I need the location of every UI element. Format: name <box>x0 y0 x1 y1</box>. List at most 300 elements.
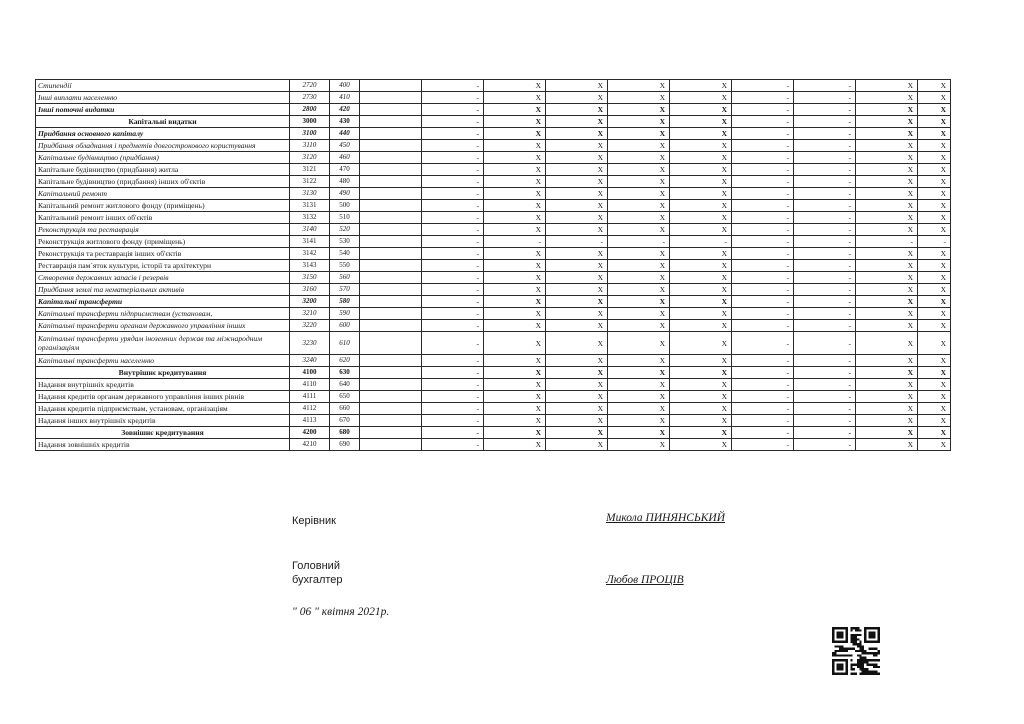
qr-code-icon <box>832 623 880 679</box>
value-cell: X <box>546 415 608 427</box>
row-name-cell: Капітальні трансферти органам державного управління інших <box>36 320 290 332</box>
value-cell: X <box>484 415 546 427</box>
value-cell: X <box>484 80 546 92</box>
value-cell: - <box>484 236 546 248</box>
value-cell: - <box>794 379 856 391</box>
row-name-cell: Реконструкція житлового фонду (приміщень) <box>36 236 290 248</box>
table-row <box>36 200 951 212</box>
value-cell: - <box>422 200 484 212</box>
value-cell: - <box>732 80 794 92</box>
value-cell: X <box>918 116 951 128</box>
row-code-cell: 3141 <box>290 236 330 248</box>
row-line-cell: 610 <box>330 332 360 355</box>
value-cell: - <box>732 188 794 200</box>
value-cell: X <box>546 200 608 212</box>
row-line-cell: 470 <box>330 164 360 176</box>
value-cell: X <box>856 403 918 415</box>
value-cell: X <box>670 176 732 188</box>
value-cell: X <box>608 367 670 379</box>
table-row <box>36 164 951 176</box>
value-cell: X <box>856 152 918 164</box>
row-line-cell: 550 <box>330 260 360 272</box>
value-cell: - <box>732 308 794 320</box>
table-row <box>36 176 951 188</box>
value-cell: X <box>670 320 732 332</box>
value-cell: X <box>670 427 732 439</box>
value-cell: X <box>484 272 546 284</box>
row-name-cell: Капітальні трансферти населенню <box>36 355 290 367</box>
row-line-cell: 660 <box>330 403 360 415</box>
value-cell: X <box>918 284 951 296</box>
value-cell: X <box>856 140 918 152</box>
value-cell: - <box>422 152 484 164</box>
value-cell: X <box>546 355 608 367</box>
signature-date: " 06 " квітня 2021р. <box>292 606 390 618</box>
value-cell: - <box>422 104 484 116</box>
value-cell <box>360 308 422 320</box>
value-cell: X <box>918 439 951 451</box>
value-cell: X <box>856 200 918 212</box>
value-cell: X <box>670 80 732 92</box>
row-line-cell: 600 <box>330 320 360 332</box>
row-line-cell: 640 <box>330 379 360 391</box>
value-cell: X <box>608 320 670 332</box>
table-row <box>36 152 951 164</box>
row-code-cell: 3130 <box>290 188 330 200</box>
value-cell: X <box>546 140 608 152</box>
value-cell: - <box>422 296 484 308</box>
value-cell: X <box>670 379 732 391</box>
value-cell: X <box>484 176 546 188</box>
value-cell: - <box>732 164 794 176</box>
row-line-cell: 410 <box>330 92 360 104</box>
value-cell <box>360 296 422 308</box>
table-row <box>36 140 951 152</box>
value-cell: - <box>422 116 484 128</box>
value-cell: - <box>732 355 794 367</box>
row-name-cell: Капітальний ремонт <box>36 188 290 200</box>
value-cell: X <box>608 332 670 355</box>
row-line-cell: 430 <box>330 116 360 128</box>
value-cell: - <box>422 80 484 92</box>
row-name-cell: Капітальні трансферти <box>36 296 290 308</box>
value-cell: X <box>670 164 732 176</box>
value-cell: - <box>608 236 670 248</box>
row-name-cell: Внутрішнє кредитування <box>36 367 290 379</box>
value-cell: X <box>608 260 670 272</box>
value-cell: X <box>484 224 546 236</box>
value-cell: X <box>670 355 732 367</box>
row-line-cell: 490 <box>330 188 360 200</box>
value-cell: X <box>608 92 670 104</box>
value-cell: X <box>608 164 670 176</box>
value-cell <box>360 80 422 92</box>
value-cell: X <box>546 128 608 140</box>
value-cell: - <box>422 188 484 200</box>
value-cell: - <box>794 284 856 296</box>
value-cell: X <box>670 140 732 152</box>
row-code-cell: 3210 <box>290 308 330 320</box>
value-cell <box>360 224 422 236</box>
row-name-cell: Реконструкція та реставрація інших об'єктів <box>36 248 290 260</box>
value-cell: X <box>484 164 546 176</box>
row-code-cell: 3240 <box>290 355 330 367</box>
value-cell: X <box>670 116 732 128</box>
row-name-cell: Капітальне будівництво (придбання) <box>36 152 290 164</box>
table-row <box>36 116 951 128</box>
value-cell: X <box>484 379 546 391</box>
value-cell: X <box>856 415 918 427</box>
row-line-cell: 440 <box>330 128 360 140</box>
value-cell <box>360 379 422 391</box>
value-cell <box>360 152 422 164</box>
value-cell: X <box>608 296 670 308</box>
value-cell: X <box>856 367 918 379</box>
value-cell: X <box>918 212 951 224</box>
value-cell: X <box>670 212 732 224</box>
value-cell <box>360 427 422 439</box>
value-cell: X <box>856 272 918 284</box>
value-cell: - <box>732 140 794 152</box>
value-cell: X <box>484 367 546 379</box>
value-cell: - <box>732 116 794 128</box>
row-line-cell: 560 <box>330 272 360 284</box>
table-row <box>36 236 951 248</box>
value-cell: X <box>608 200 670 212</box>
value-cell: - <box>422 128 484 140</box>
value-cell: X <box>608 128 670 140</box>
value-cell: - <box>422 415 484 427</box>
value-cell: - <box>422 164 484 176</box>
row-code-cell: 3110 <box>290 140 330 152</box>
value-cell: - <box>794 427 856 439</box>
row-code-cell: 3121 <box>290 164 330 176</box>
value-cell: X <box>546 332 608 355</box>
value-cell: X <box>546 104 608 116</box>
value-cell: - <box>422 439 484 451</box>
value-cell <box>360 391 422 403</box>
table-row <box>36 415 951 427</box>
value-cell: - <box>794 128 856 140</box>
row-line-cell: 690 <box>330 439 360 451</box>
value-cell: X <box>918 248 951 260</box>
value-cell: - <box>732 248 794 260</box>
value-cell: X <box>546 439 608 451</box>
value-cell <box>360 284 422 296</box>
value-cell: X <box>918 152 951 164</box>
value-cell <box>360 188 422 200</box>
head-name: Микола ПИНЯНСЬКИЙ <box>606 512 725 524</box>
value-cell: X <box>918 176 951 188</box>
value-cell: X <box>608 80 670 92</box>
value-cell: - <box>732 272 794 284</box>
value-cell: X <box>608 391 670 403</box>
value-cell: X <box>608 176 670 188</box>
row-name-cell: Створення державних запасів і резервів <box>36 272 290 284</box>
value-cell: X <box>856 80 918 92</box>
row-code-cell: 2730 <box>290 92 330 104</box>
value-cell: X <box>546 284 608 296</box>
row-code-cell: 4110 <box>290 379 330 391</box>
row-code-cell: 4112 <box>290 403 330 415</box>
value-cell: X <box>608 140 670 152</box>
value-cell: X <box>918 355 951 367</box>
value-cell: X <box>856 212 918 224</box>
value-cell: X <box>546 260 608 272</box>
table-row <box>36 80 951 92</box>
value-cell: - <box>794 415 856 427</box>
value-cell: X <box>670 128 732 140</box>
value-cell: X <box>856 92 918 104</box>
value-cell: - <box>794 248 856 260</box>
accountant-name: Любов ПРОЦІВ <box>606 574 684 586</box>
table-row <box>36 104 951 116</box>
value-cell: X <box>856 176 918 188</box>
value-cell: - <box>422 308 484 320</box>
value-cell: - <box>732 260 794 272</box>
value-cell: X <box>856 284 918 296</box>
value-cell: X <box>856 296 918 308</box>
row-line-cell: 680 <box>330 427 360 439</box>
value-cell: X <box>670 308 732 320</box>
head-label: Керівник <box>292 515 336 527</box>
row-code-cell: 4200 <box>290 427 330 439</box>
value-cell: X <box>546 176 608 188</box>
row-code-cell: 3132 <box>290 212 330 224</box>
row-line-cell: 520 <box>330 224 360 236</box>
value-cell: X <box>484 188 546 200</box>
value-cell: X <box>546 248 608 260</box>
value-cell: X <box>546 272 608 284</box>
value-cell: - <box>732 391 794 403</box>
value-cell: X <box>608 308 670 320</box>
value-cell: - <box>422 248 484 260</box>
value-cell: - <box>422 272 484 284</box>
row-name-cell: Зовнішнє кредитування <box>36 427 290 439</box>
value-cell: X <box>918 104 951 116</box>
value-cell: - <box>794 176 856 188</box>
value-cell: X <box>670 224 732 236</box>
value-cell: - <box>794 367 856 379</box>
value-cell: X <box>546 308 608 320</box>
value-cell: X <box>546 391 608 403</box>
value-cell: - <box>732 236 794 248</box>
value-cell: X <box>484 439 546 451</box>
value-cell: - <box>422 224 484 236</box>
value-cell: X <box>546 320 608 332</box>
value-cell: - <box>794 272 856 284</box>
value-cell: X <box>670 391 732 403</box>
value-cell: X <box>484 284 546 296</box>
value-cell: X <box>546 92 608 104</box>
value-cell: X <box>484 140 546 152</box>
value-cell: X <box>856 188 918 200</box>
value-cell: X <box>546 403 608 415</box>
value-cell: - <box>422 367 484 379</box>
row-name-cell: Капітальне будівництво (придбання) житла <box>36 164 290 176</box>
value-cell: X <box>670 260 732 272</box>
value-cell: - <box>732 176 794 188</box>
value-cell <box>360 116 422 128</box>
value-cell: X <box>484 332 546 355</box>
value-cell <box>360 439 422 451</box>
row-code-cell: 3160 <box>290 284 330 296</box>
value-cell: X <box>608 427 670 439</box>
value-cell: X <box>608 212 670 224</box>
value-cell: X <box>918 427 951 439</box>
value-cell <box>360 128 422 140</box>
value-cell: - <box>732 367 794 379</box>
value-cell: X <box>670 272 732 284</box>
value-cell: X <box>484 116 546 128</box>
value-cell: - <box>794 332 856 355</box>
value-cell: X <box>484 248 546 260</box>
row-code-cell: 3220 <box>290 320 330 332</box>
value-cell <box>360 403 422 415</box>
value-cell: X <box>546 164 608 176</box>
value-cell: X <box>546 188 608 200</box>
financial-report-table <box>35 79 951 451</box>
value-cell: X <box>484 308 546 320</box>
value-cell: - <box>732 128 794 140</box>
row-code-cell: 3000 <box>290 116 330 128</box>
row-name-cell: Надання кредитів підприємствам, установам, організаціям <box>36 403 290 415</box>
value-cell: X <box>856 391 918 403</box>
value-cell: X <box>546 296 608 308</box>
table-row <box>36 308 951 320</box>
row-line-cell: 530 <box>330 236 360 248</box>
row-code-cell: 3140 <box>290 224 330 236</box>
value-cell: - <box>794 308 856 320</box>
value-cell: X <box>608 116 670 128</box>
table-row <box>36 272 951 284</box>
row-name-cell: Придбання землі та нематеріальних активів <box>36 284 290 296</box>
value-cell: - <box>732 224 794 236</box>
value-cell: X <box>670 367 732 379</box>
row-name-cell: Капітальний ремонт житлового фонду (приміщень) <box>36 200 290 212</box>
value-cell: - <box>794 296 856 308</box>
value-cell: - <box>422 176 484 188</box>
value-cell: - <box>732 284 794 296</box>
value-cell: - <box>794 188 856 200</box>
table-row <box>36 92 951 104</box>
value-cell: X <box>484 104 546 116</box>
value-cell: - <box>794 224 856 236</box>
value-cell: X <box>918 367 951 379</box>
row-line-cell: 510 <box>330 212 360 224</box>
row-code-cell: 3131 <box>290 200 330 212</box>
value-cell: - <box>794 152 856 164</box>
value-cell: - <box>422 92 484 104</box>
value-cell: X <box>484 391 546 403</box>
row-name-cell: Надання інших внутрішніх кредитів <box>36 415 290 427</box>
value-cell: - <box>732 439 794 451</box>
table-row <box>36 332 951 355</box>
table-row <box>36 296 951 308</box>
row-code-cell: 4113 <box>290 415 330 427</box>
value-cell: - <box>670 236 732 248</box>
value-cell: - <box>422 403 484 415</box>
row-name-cell: Надання внутрішніх кредитів <box>36 379 290 391</box>
value-cell: - <box>794 439 856 451</box>
value-cell: X <box>918 272 951 284</box>
value-cell: X <box>608 272 670 284</box>
row-name-cell: Капітальні трансферти підприємствам (установам, <box>36 308 290 320</box>
value-cell: X <box>608 104 670 116</box>
value-cell: X <box>918 379 951 391</box>
value-cell <box>360 236 422 248</box>
report-table-body <box>36 80 951 451</box>
row-code-cell: 3142 <box>290 248 330 260</box>
value-cell: X <box>608 403 670 415</box>
table-row <box>36 367 951 379</box>
value-cell: X <box>918 224 951 236</box>
value-cell: X <box>546 367 608 379</box>
value-cell: X <box>856 128 918 140</box>
value-cell: - <box>732 320 794 332</box>
value-cell: X <box>856 439 918 451</box>
value-cell <box>360 104 422 116</box>
value-cell <box>360 248 422 260</box>
value-cell: - <box>794 116 856 128</box>
value-cell: X <box>546 427 608 439</box>
value-cell: X <box>546 379 608 391</box>
value-cell: - <box>422 355 484 367</box>
value-cell: X <box>918 308 951 320</box>
value-cell: X <box>856 379 918 391</box>
row-name-cell: Придбання основного капіталу <box>36 128 290 140</box>
value-cell: X <box>856 320 918 332</box>
row-name-cell: Реконструкція та реставрація <box>36 224 290 236</box>
value-cell <box>360 332 422 355</box>
row-name-cell: Надання кредитів органам державного управління інших рівнів <box>36 391 290 403</box>
accountant-label-line1: Головний <box>292 560 340 572</box>
value-cell <box>360 140 422 152</box>
value-cell: X <box>546 80 608 92</box>
value-cell: - <box>422 391 484 403</box>
value-cell: X <box>670 248 732 260</box>
value-cell: X <box>670 200 732 212</box>
value-cell: - <box>794 391 856 403</box>
value-cell: X <box>670 92 732 104</box>
value-cell: X <box>670 152 732 164</box>
value-cell <box>360 367 422 379</box>
value-cell: X <box>918 140 951 152</box>
row-line-cell: 450 <box>330 140 360 152</box>
value-cell: - <box>732 200 794 212</box>
value-cell: - <box>732 332 794 355</box>
value-cell: X <box>608 248 670 260</box>
row-line-cell: 540 <box>330 248 360 260</box>
row-name-cell: Придбання обладнання і предметів довгострокового користування <box>36 140 290 152</box>
row-name-cell: Реставрація пам`яток культури, історії та архітектури <box>36 260 290 272</box>
table-row <box>36 403 951 415</box>
value-cell: - <box>732 104 794 116</box>
value-cell: X <box>608 224 670 236</box>
value-cell <box>360 320 422 332</box>
value-cell: - <box>732 296 794 308</box>
value-cell <box>360 415 422 427</box>
value-cell: X <box>608 355 670 367</box>
value-cell: X <box>856 308 918 320</box>
row-name-cell: Інші виплати населенню <box>36 92 290 104</box>
value-cell: X <box>484 152 546 164</box>
value-cell: - <box>794 200 856 212</box>
table-row <box>36 188 951 200</box>
value-cell: X <box>856 116 918 128</box>
value-cell: X <box>856 427 918 439</box>
value-cell: - <box>918 236 951 248</box>
